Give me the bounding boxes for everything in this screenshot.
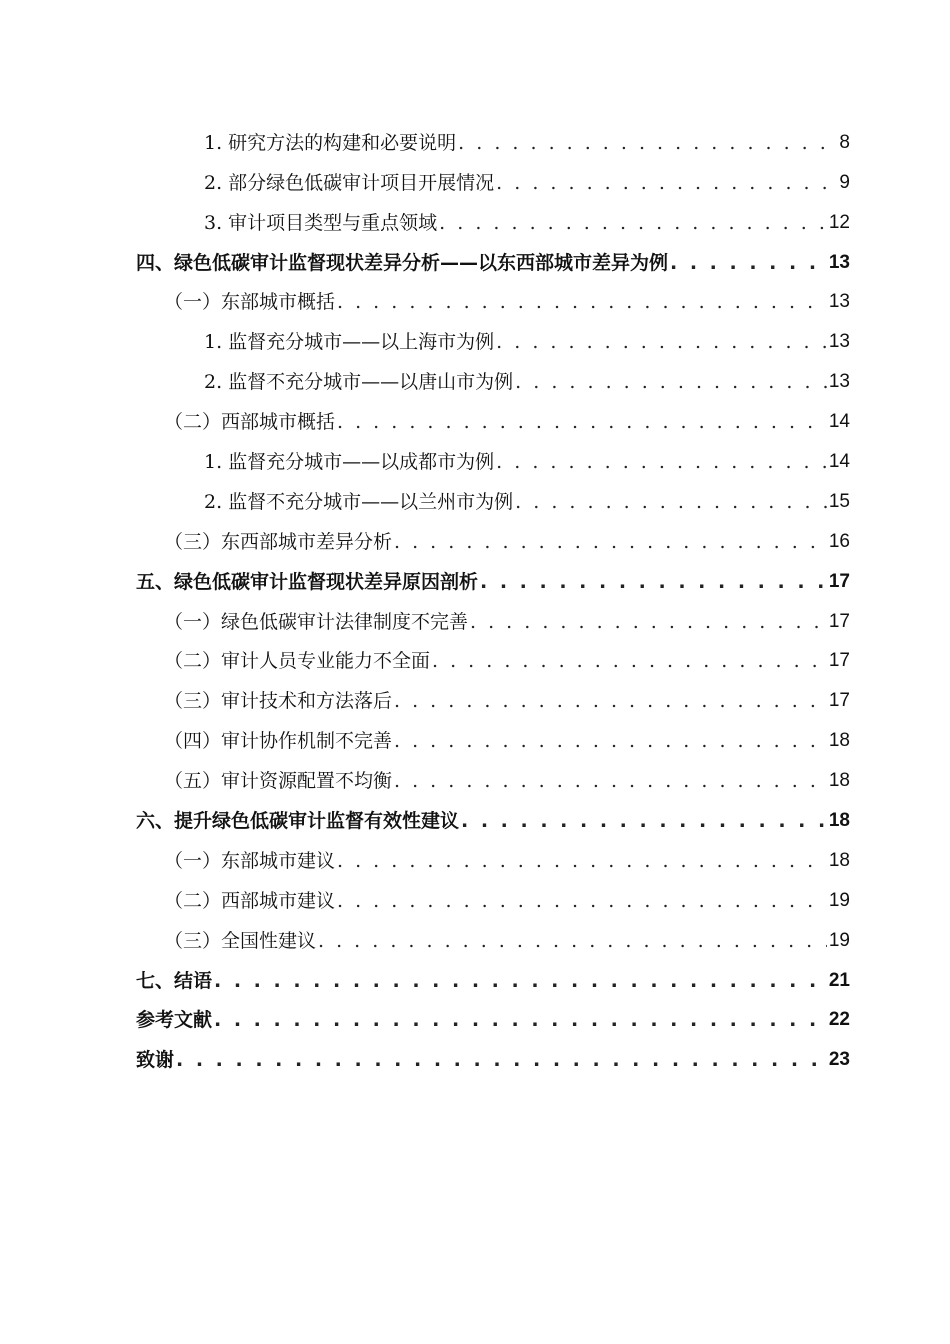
toc-dot-leader bbox=[318, 928, 827, 954]
toc-entry-title: （五）审计资源配置不均衡 bbox=[164, 770, 393, 793]
toc-entry-title: （二）审计人员专业能力不全面 bbox=[164, 650, 431, 673]
toc-dot-leader bbox=[480, 569, 827, 595]
toc-entry[interactable] bbox=[136, 315, 850, 355]
toc-page-number: 13 bbox=[828, 291, 850, 313]
toc-dot-leader bbox=[394, 768, 827, 794]
toc-dot-leader bbox=[432, 648, 827, 674]
toc-entry[interactable] bbox=[136, 196, 850, 236]
toc-page-number: 19 bbox=[828, 929, 850, 951]
table-of-contents bbox=[136, 116, 850, 1073]
toc-page-number: 12 bbox=[828, 211, 850, 233]
toc-entry[interactable] bbox=[136, 355, 850, 395]
toc-page-number: 9 bbox=[839, 171, 850, 193]
toc-page-number: 17 bbox=[828, 650, 850, 672]
toc-dot-leader bbox=[214, 968, 827, 994]
toc-page-number: 15 bbox=[828, 490, 850, 512]
toc-chapter-entry[interactable] bbox=[136, 794, 850, 834]
toc-entry-title: 1. 研究方法的构建和必要说明 bbox=[204, 131, 457, 154]
toc-page-number: 18 bbox=[828, 810, 850, 832]
toc-entry-title: 1. 监督充分城市——以成都市为例 bbox=[204, 451, 495, 474]
toc-entry[interactable] bbox=[136, 435, 850, 475]
toc-page-number: 13 bbox=[828, 371, 850, 393]
toc-section-entry[interactable] bbox=[136, 276, 850, 316]
toc-section-entry[interactable] bbox=[136, 395, 850, 435]
toc-dot-leader bbox=[337, 848, 827, 874]
toc-page-number: 13 bbox=[828, 331, 850, 353]
toc-entry-title: （四）审计协作机制不完善 bbox=[164, 730, 393, 753]
toc-dot-leader bbox=[394, 529, 827, 555]
toc-entry-title: 3. 审计项目类型与重点领域 bbox=[204, 211, 438, 234]
toc-chapter-entry[interactable] bbox=[136, 555, 850, 595]
toc-entry-title: 参考文献 bbox=[136, 1009, 213, 1032]
toc-entry-title: （一）东部城市建议 bbox=[164, 849, 336, 872]
toc-page-number: 21 bbox=[828, 969, 850, 991]
toc-chapter-entry[interactable] bbox=[136, 1033, 850, 1073]
toc-entry-title: （一）绿色低碳审计法律制度不完善 bbox=[164, 610, 469, 633]
toc-page-number: 17 bbox=[828, 570, 850, 592]
toc-dot-leader bbox=[337, 888, 827, 914]
toc-page-number: 19 bbox=[828, 889, 850, 911]
toc-dot-leader bbox=[337, 289, 827, 315]
toc-dot-leader bbox=[461, 808, 827, 834]
toc-section-entry[interactable] bbox=[136, 674, 850, 714]
toc-page-number: 22 bbox=[828, 1009, 850, 1031]
toc-dot-leader bbox=[337, 409, 827, 435]
toc-dot-leader bbox=[496, 170, 837, 196]
toc-dot-leader bbox=[394, 688, 827, 714]
toc-entry-title: 六、提升绿色低碳审计监督有效性建议 bbox=[136, 810, 460, 833]
toc-page-number: 13 bbox=[828, 251, 850, 273]
toc-entry-title: 2. 部分绿色低碳审计项目开展情况 bbox=[204, 171, 495, 194]
toc-dot-leader bbox=[515, 369, 827, 395]
toc-entry-title: 七、结语 bbox=[136, 969, 213, 992]
toc-entry-title: 2. 监督不充分城市——以兰州市为例 bbox=[204, 490, 514, 513]
toc-entry-title: （三）东西部城市差异分析 bbox=[164, 530, 393, 553]
toc-page-number: 18 bbox=[828, 849, 850, 871]
toc-entry[interactable] bbox=[136, 156, 850, 196]
toc-chapter-entry[interactable] bbox=[136, 954, 850, 994]
toc-entry-title: （二）西部城市建议 bbox=[164, 889, 336, 912]
toc-section-entry[interactable] bbox=[136, 874, 850, 914]
toc-chapter-entry[interactable] bbox=[136, 994, 850, 1034]
toc-entry-title: 四、绿色低碳审计监督现状差异分析——以东西部城市差异为例 bbox=[136, 251, 669, 274]
toc-dot-leader bbox=[394, 728, 827, 754]
toc-section-entry[interactable] bbox=[136, 714, 850, 754]
toc-dot-leader bbox=[470, 609, 827, 635]
toc-dot-leader bbox=[515, 489, 827, 515]
toc-page-number: 18 bbox=[828, 730, 850, 752]
toc-section-entry[interactable] bbox=[136, 834, 850, 874]
toc-page-number: 17 bbox=[828, 690, 850, 712]
toc-dot-leader bbox=[496, 329, 827, 355]
toc-chapter-entry[interactable] bbox=[136, 236, 850, 276]
toc-section-entry[interactable] bbox=[136, 635, 850, 675]
toc-dot-leader bbox=[496, 449, 827, 475]
toc-entry[interactable] bbox=[136, 475, 850, 515]
toc-dot-leader bbox=[439, 210, 827, 236]
toc-dot-leader bbox=[458, 130, 837, 156]
toc-page-number: 14 bbox=[828, 451, 850, 473]
toc-entry-title: （一）东部城市概括 bbox=[164, 291, 336, 314]
toc-section-entry[interactable] bbox=[136, 515, 850, 555]
toc-section-entry[interactable] bbox=[136, 754, 850, 794]
toc-entry-title: （二）西部城市概括 bbox=[164, 411, 336, 434]
toc-entry-title: （三）全国性建议 bbox=[164, 929, 317, 952]
toc-page-number: 23 bbox=[828, 1049, 850, 1071]
toc-page-number: 8 bbox=[839, 131, 850, 153]
toc-page-number: 17 bbox=[828, 610, 850, 632]
toc-entry[interactable] bbox=[136, 116, 850, 156]
toc-dot-leader bbox=[670, 250, 827, 276]
toc-entry-title: 1. 监督充分城市——以上海市为例 bbox=[204, 331, 495, 354]
toc-page-number: 14 bbox=[828, 411, 850, 433]
toc-page-number: 16 bbox=[828, 530, 850, 552]
toc-page-number: 18 bbox=[828, 770, 850, 792]
toc-entry-title: 致谢 bbox=[136, 1049, 175, 1072]
toc-dot-leader bbox=[176, 1047, 827, 1073]
toc-dot-leader bbox=[214, 1007, 827, 1033]
toc-section-entry[interactable] bbox=[136, 595, 850, 635]
toc-entry-title: 2. 监督不充分城市——以唐山市为例 bbox=[204, 371, 514, 394]
toc-entry-title: 五、绿色低碳审计监督现状差异原因剖析 bbox=[136, 570, 479, 593]
toc-section-entry[interactable] bbox=[136, 914, 850, 954]
toc-entry-title: （三）审计技术和方法落后 bbox=[164, 690, 393, 713]
